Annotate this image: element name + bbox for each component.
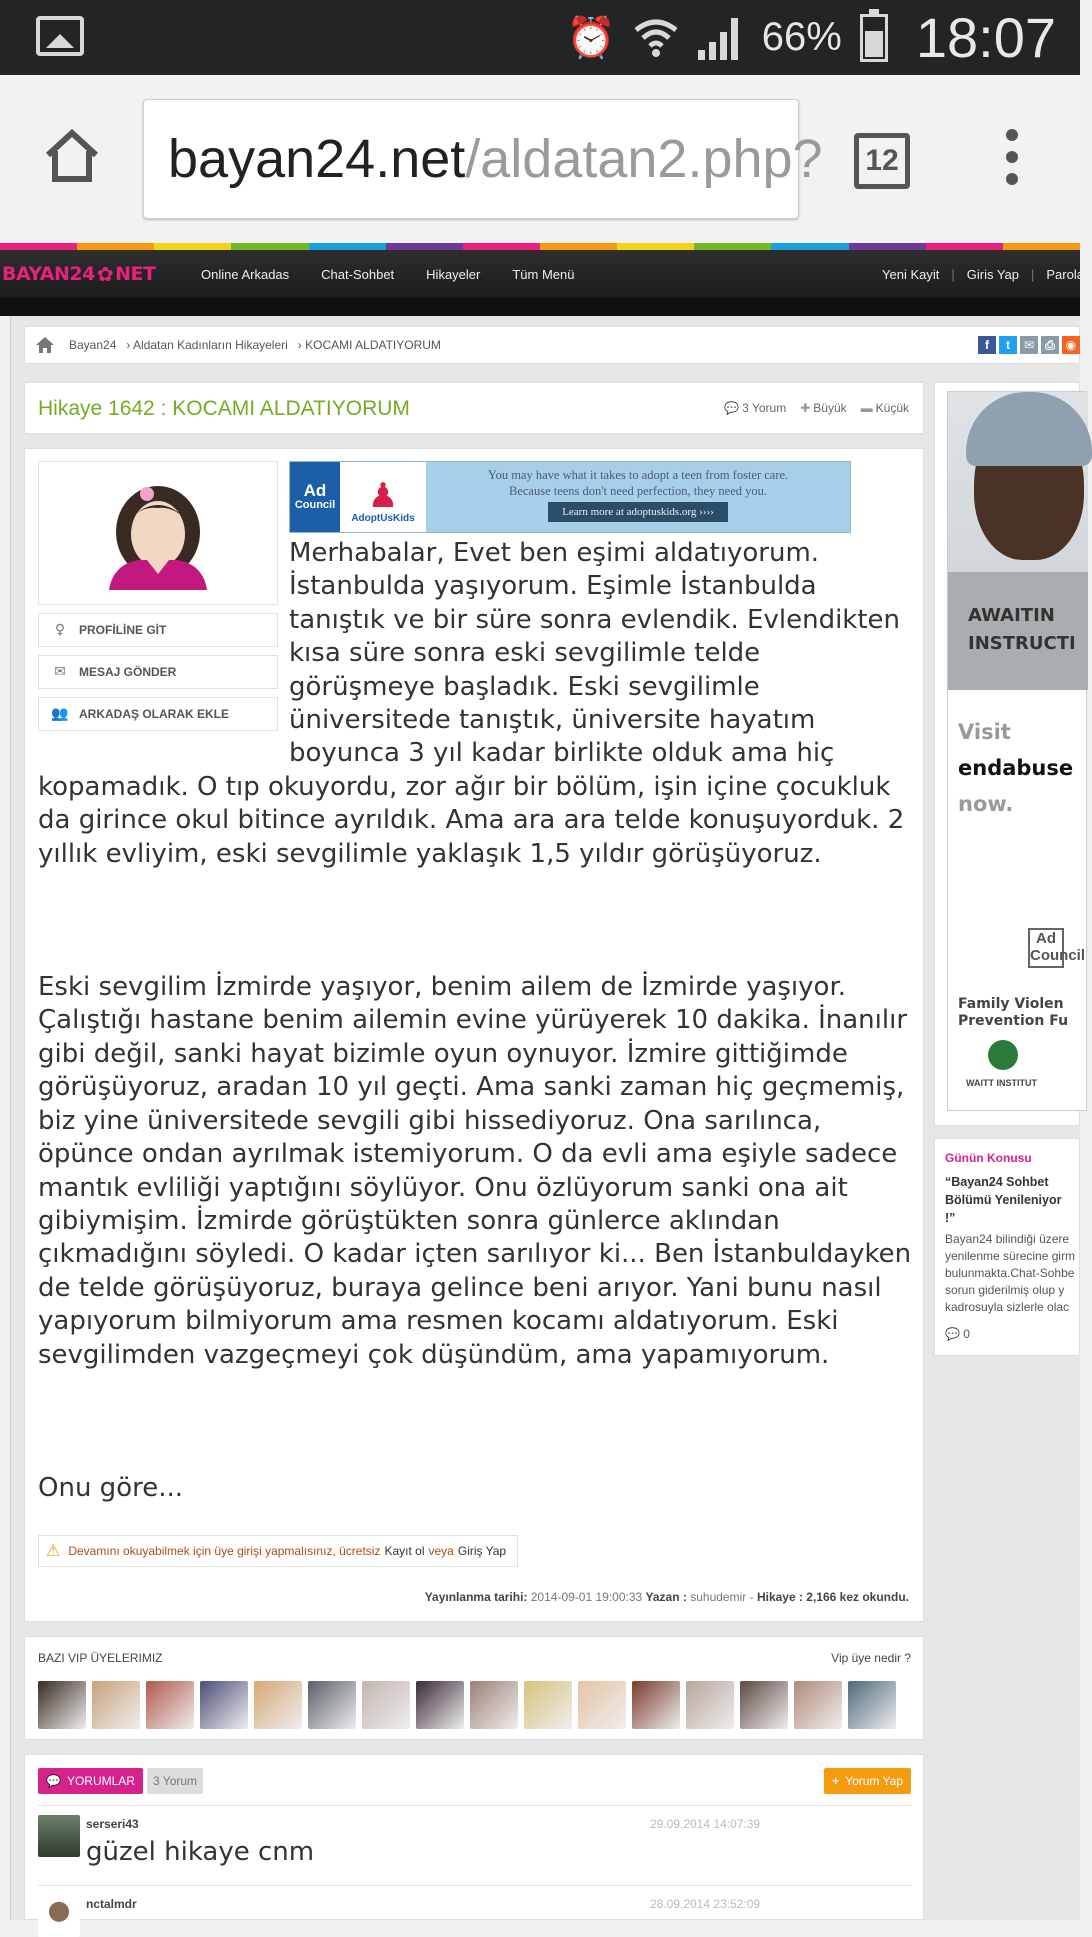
stripe-segment [77,243,154,250]
status-icons [566,0,1056,75]
vip-avatar[interactable] [308,1681,356,1729]
meta-date: 2014-09-01 19:00:33 [530,1590,643,1604]
comment-user[interactable]: nctalmdr [86,1897,137,1911]
login-link[interactable]: Giriş Yap [457,1544,507,1558]
warning-text: Devamını okuyabilmek için üye girişi yapmalısınız, ücretsiz [68,1544,381,1558]
minus-icon: ▬ [860,401,873,415]
mail-icon[interactable]: ✉ [1020,336,1038,354]
story-actions [724,401,909,415]
stripe-segment [1003,243,1080,250]
waitt-logo-icon [988,1040,1018,1070]
nav-hikayeler[interactable]: Hikayeler [426,266,481,282]
adoptuskids-ad-banner[interactable] [289,461,851,533]
register-link[interactable]: Kayıt ol [384,1544,425,1558]
status-bar [0,0,1080,75]
separator: | [1031,266,1035,282]
plus-icon: ✚ [800,401,811,415]
url-path: /aldatan2.php? [465,129,823,189]
overflow-menu-icon[interactable] [1000,129,1024,189]
vip-avatar[interactable] [146,1681,194,1729]
divider [38,1805,912,1806]
twitter-icon[interactable]: t [999,336,1017,354]
stripe-segment [617,243,694,250]
warning-or: veya [428,1544,454,1558]
comment-date: 28.09.2014 23:52:09 [650,1897,761,1911]
battery-icon [860,14,888,62]
image-icon [36,16,84,56]
comment-user[interactable]: serseri43 [86,1817,139,1831]
stripe-segment [154,243,231,250]
vip-members-panel [24,1636,924,1740]
ad-council-line1: Ad [303,481,327,501]
ad-photo-hat [966,392,1092,466]
url-host: bayan24.net [168,129,466,189]
meta-reads: Hikaye : 2,166 kez okundu. [756,1590,909,1604]
meta-author[interactable]: suhudemir - [690,1590,754,1604]
divider [38,1885,912,1886]
nav-online-arkadas[interactable]: Online Arkadas [201,266,290,282]
story-body [38,537,913,1538]
stripe-segment [309,243,386,250]
vip-avatar[interactable] [200,1681,248,1729]
vip-avatar[interactable] [686,1681,734,1729]
vip-avatar[interactable] [38,1681,86,1729]
comments-link[interactable] [724,401,786,415]
stripe-segment [463,243,540,250]
add-friend-label: ARKADAŞ OLARAK EKLE [79,707,229,721]
ad-photo [948,392,1088,690]
nav-shadow [0,298,1080,316]
adoptuskids-logo [340,462,426,532]
nav-login[interactable]: Giris Yap [966,266,1019,282]
stripe-segment [540,243,617,250]
ad-fund-line2: Prevention Fu [958,1013,1069,1029]
vip-header: BAZI VIP ÜYELERIMIZ [38,1651,163,1665]
ad-cta-button[interactable]: Learn more at adoptuskids.org ›››› [548,502,728,522]
endabuse-ad [947,391,1087,1111]
breadcrumb-category[interactable]: › Aldatan Kadınların Hikayeleri [126,338,288,352]
nav-tum-menu[interactable]: Tüm Menü [512,266,575,282]
vip-avatar-list [38,1681,896,1729]
topic-body: Bayan24 bilindiği üzere yenilenme sürecine girm bulunmakta.Chat-Sohbe sorun giderilmiş olup y kadrosuyla sizlerle olac [945,1232,1076,1314]
breadcrumb [24,326,1080,364]
avatar[interactable] [38,1815,80,1857]
vip-avatar[interactable] [254,1681,302,1729]
nav-register[interactable]: Yeni Kayit [882,266,940,282]
logo-text-left: BAYAN24 [2,263,95,285]
vip-avatar[interactable] [362,1681,410,1729]
ad-hoodie-text: AWAITIN INSTRUCTI [968,605,1076,654]
story-paragraph-2: Eski sevgilim İzmirde yaşıyor, benim ailem de İzmirde yaşıyor. Çalıştığı hastane benim ailemin evine yürüyerek 10 dakika. İnanılır gibi değil, sanki hayat bizimle oyun oynuyor. İzmire gittiğimde görüşüyoruz, aradan 10 yıl geçti. Ama sanki zaman hiç geçmemiş, biz yine üniversitede sevgili gibi hissediyoruz. Ona sarılınca, öpünce ondan ayrılmak istemiyorum. O da evli ama eşiyle sadece mantık evliliği yaptığını söylüyor. Onu özlüyorum sanki ona ait gibiymişim. İzmirde görüştükten sonra günlerce aklından çıkmadığını söyledi. O kadar içten sarılıyor ki... Ben İstanbuldayken de telde görüşüyoruz, buraya gelince beni arıyor. Yani bunu nasıl yapıyorum bilmiyorum ama resmen kocamı aldatıyorum. Eski sevgilimden vazgeçmeyi çok düşündüm, ama yapamıyorum. [38,972,912,1370]
ad-visit-text [958,714,1073,822]
topic-headline[interactable]: “Bayan24 Sohbet Bölümü Yenileniyor !” [945,1175,1062,1225]
add-comment-label: Yorum Yap [845,1774,903,1788]
home-icon[interactable] [35,336,55,354]
topic-label: Günün Konusu [945,1151,1032,1165]
breadcrumb-home[interactable]: Bayan24 [69,338,117,352]
comments-tab[interactable] [38,1768,143,1794]
layout-spacer [38,537,289,755]
add-comment-button[interactable] [824,1768,911,1794]
waitt-label: WAITT INSTITUT [966,1078,1037,1088]
stripe-segment [849,243,926,250]
tab-switcher-button[interactable]: 12 [854,133,910,189]
share-buttons [978,336,1080,354]
account-menu [882,250,1088,298]
breadcrumb-current: › KOCAMI ALDATIYORUM [297,338,441,352]
child-figure-icon: ♟ [367,477,399,515]
ad-visit: Visit [958,720,1011,744]
send-message-label: MESAJ GÖNDER [79,665,177,679]
profile-link-label: PROFİLİNE GİT [79,623,167,637]
site-logo[interactable] [2,256,155,292]
url-field[interactable] [143,99,823,219]
comments-count-badge: 3 Yorum [147,1768,203,1794]
topic-comment-count-value: 0 [963,1327,970,1341]
topic-of-the-day[interactable] [934,1138,1080,1356]
comments-tab-label: YORUMLAR [66,1774,135,1788]
adoptuskids-label: AdoptUsKids [351,513,415,524]
separator: | [951,266,955,282]
story-title: Hikaye 1642 : KOCAMI ALDATIYORUM [38,397,410,420]
vip-avatar[interactable] [416,1681,464,1729]
site-navbar [0,250,1089,298]
comments-link-label: 3 Yorum [742,401,787,415]
clock: 18:07 [915,6,1056,69]
comment-date: 29.09.2014 14:07:39 [650,1817,761,1831]
ad-council-logo [290,462,340,532]
ad-council-logo: Ad Council [1028,928,1064,968]
ad-now: now. [958,792,1014,816]
vip-avatar[interactable] [92,1681,140,1729]
ad-text-line1: You may have what it takes to adopt a teen from foster care. [487,468,789,482]
meta-author-label: Yazan : [645,1590,687,1604]
story-title-bar [24,382,924,434]
vip-avatar[interactable] [740,1681,788,1729]
ad-text [426,462,850,532]
vip-info-link[interactable]: Vip üye nedir ? [831,1651,911,1665]
speech-bubble-icon: 💬 [46,1774,61,1788]
vip-avatar[interactable] [578,1681,626,1729]
comment-text: güzel hikaye cnm [86,1837,315,1867]
battery-percent: 66% [761,15,842,59]
login-required-notice [38,1535,518,1567]
bigger-label: Büyük [813,401,847,415]
alarm-icon: ⏰ [565,15,616,61]
home-icon[interactable] [42,125,102,185]
vip-avatar[interactable] [632,1681,680,1729]
stripe-segment [926,243,1003,250]
add-friend-icon: 👥 [51,706,69,722]
nav-passwords[interactable]: Parolar [1046,266,1089,282]
female-symbol-icon: ♀ [54,622,66,638]
ad-council-line2: Council [294,499,336,512]
signal-icon [696,14,744,62]
smaller-label: Küçük [875,401,909,415]
plus-icon: + [832,1774,840,1788]
vip-avatar[interactable] [794,1681,842,1729]
envelope-icon: ✉ [54,664,66,680]
main-menu [201,250,575,298]
topic-comment-count [945,1327,970,1341]
facebook-icon[interactable]: f [978,336,996,354]
stripe-segment [0,243,77,250]
rss-icon[interactable]: ◉ [1062,336,1080,354]
flower-icon: ✿ [96,262,114,286]
wifi-icon [634,18,678,58]
stripe-segment [231,243,308,250]
print-icon[interactable]: ⎙ [1041,336,1059,354]
stripe-segment [771,243,848,250]
comment-icon: 💬 [945,1327,960,1341]
ad-fund-line1: Family Violen [958,996,1064,1012]
story-paragraph-3: Onu göre... [38,1472,184,1503]
font-smaller-button[interactable] [861,401,909,415]
color-stripe [0,243,1080,250]
ad-text-line2: Because teens don't need perfection, they need you. [508,484,768,498]
stripe-segment [386,243,463,250]
vip-avatar[interactable] [470,1681,518,1729]
story-paragraph-1: Merhabalar, Evet ben eşimi aldatıyorum. İstanbulda yaşıyorum. Eşimle İstanbulda tanıştık ve bir süre sonra evlendik. Evlendikten kısa süre sonra eski sevgilimle telde görüşmeye başladık. Eski sevgilimle üniversitede tanıştık, üniversite hayatım boyunca 3 yıl kadar birlikte olduk ama hiç kopamadık. O tıp okuyordu, zor ağır bir bölüm, işin içine çocukluk da girince okul bitince ayrıldık. Ama ara ara telde konuşuyorduk. 2 yıllık evliyim, eski sevgilimle yaklaşık 1,5 yıldır görüşüyoruz. [38,538,905,869]
comment-icon: 💬 [724,401,740,415]
logo-text-right: NET [115,263,156,285]
vip-avatar[interactable] [848,1681,896,1729]
ad-fund-name [958,996,1068,1030]
vip-avatar[interactable] [524,1681,572,1729]
font-bigger-button[interactable] [800,401,846,415]
nav-chat-sohbet[interactable]: Chat-Sohbet [321,266,395,282]
sidebar-ad[interactable] [934,382,1085,1126]
avatar[interactable] [38,1895,80,1937]
story-content [24,448,924,1622]
meta-date-label: Yayınlanma tarihi: [424,1590,528,1604]
ad-site[interactable]: endabuse [958,756,1074,780]
warning-icon: ⚠ [46,1543,61,1560]
browser-toolbar [0,75,1080,243]
story-meta [425,1590,909,1604]
comments-panel [24,1754,924,1920]
stripe-segment [694,243,771,250]
